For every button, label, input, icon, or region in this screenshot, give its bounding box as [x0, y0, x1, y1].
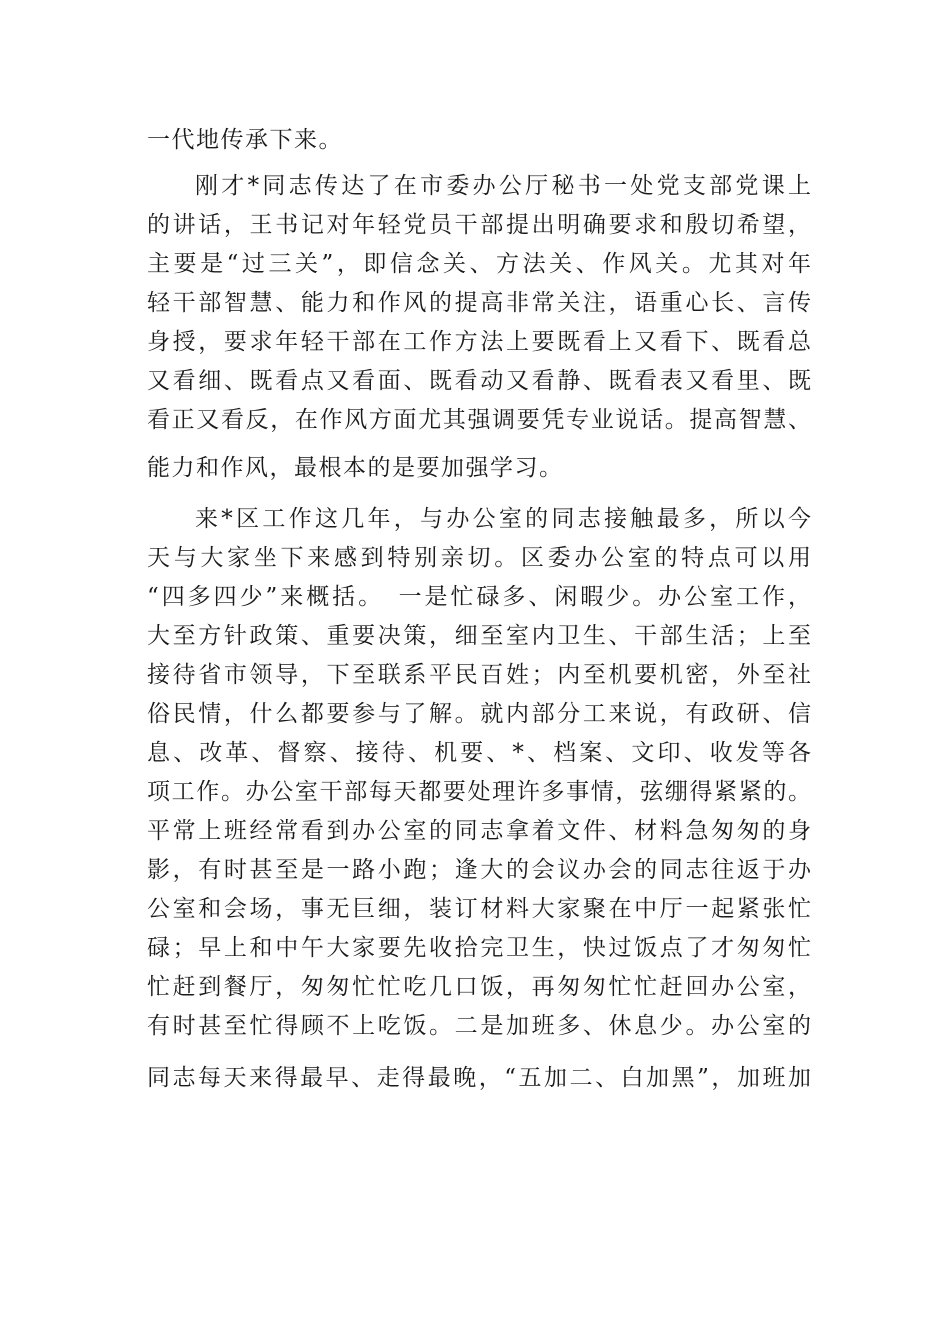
text-line: 项工作。办公室干部每天都要处理许多事情，弦绷得紧紧的。 — [147, 779, 811, 805]
text-line: 忙赶到餐厅，匆匆忙忙吃几口饭，再匆匆忙忙赶回办公室， — [147, 974, 811, 1000]
text-line: 公室和会场，事无巨细，装订材料大家聚在中厅一起紧张忙 — [147, 896, 811, 922]
text-line: 轻干部智慧、能力和作风的提高非常关注，语重心长、言传 — [147, 290, 811, 316]
text-line: “四多四少”来概括。 一是忙碌多、闲暇少。办公室工作， — [147, 584, 811, 610]
paragraph-first-line: 来*区工作这几年，与办公室的同志接触最多，所以今 — [195, 506, 811, 532]
text-line: 平常上班经常看到办公室的同志拿着文件、材料急匆匆的身 — [147, 818, 811, 844]
text-line: 一代地传承下来。 — [147, 127, 343, 153]
text-line: 碌；早上和中午大家要先收拾完卫生，快过饭点了才匆匆忙 — [147, 935, 811, 961]
text-line: 影，有时甚至是一路小跑；逢大的会议办会的同志往返于办 — [147, 857, 811, 883]
text-line: 接待省市领导，下至联系平民百姓；内至机要机密，外至社 — [147, 662, 811, 688]
text-line: 大至方针政策、重要决策，细至室内卫生、干部生活；上至 — [147, 623, 811, 649]
text-line: 俗民情，什么都要参与了解。就内部分工来说，有政研、信 — [147, 701, 811, 727]
text-line: 的讲话，王书记对年轻党员干部提出明确要求和殷切希望， — [147, 212, 811, 238]
paragraph-first-line: 刚才*同志传达了在市委办公厅秘书一处党支部党课上 — [195, 173, 811, 199]
text-line: 身授，要求年轻干部在工作方法上要既看上又看下、既看总 — [147, 329, 811, 355]
text-line: 同志每天来得最早、走得最晚，“五加二、白加黑”，加班加 — [147, 1065, 811, 1091]
text-line: 息、改革、督察、接待、机要、*、档案、文印、收发等各 — [147, 740, 811, 766]
text-line: 能力和作风，最根本的是要加强学习。 — [147, 455, 564, 481]
text-line: 主要是“过三关”，即信念关、方法关、作风关。尤其对年 — [147, 251, 811, 277]
text-line: 又看细、既看点又看面、既看动又看静、既看表又看里、既 — [147, 368, 811, 394]
text-line: 天与大家坐下来感到特别亲切。区委办公室的特点可以用 — [147, 545, 811, 571]
text-line: 有时甚至忙得顾不上吃饭。二是加班多、休息少。办公室的 — [147, 1013, 811, 1039]
text-line: 看正又看反，在作风方面尤其强调要凭专业说话。提高智慧、 — [147, 407, 811, 433]
